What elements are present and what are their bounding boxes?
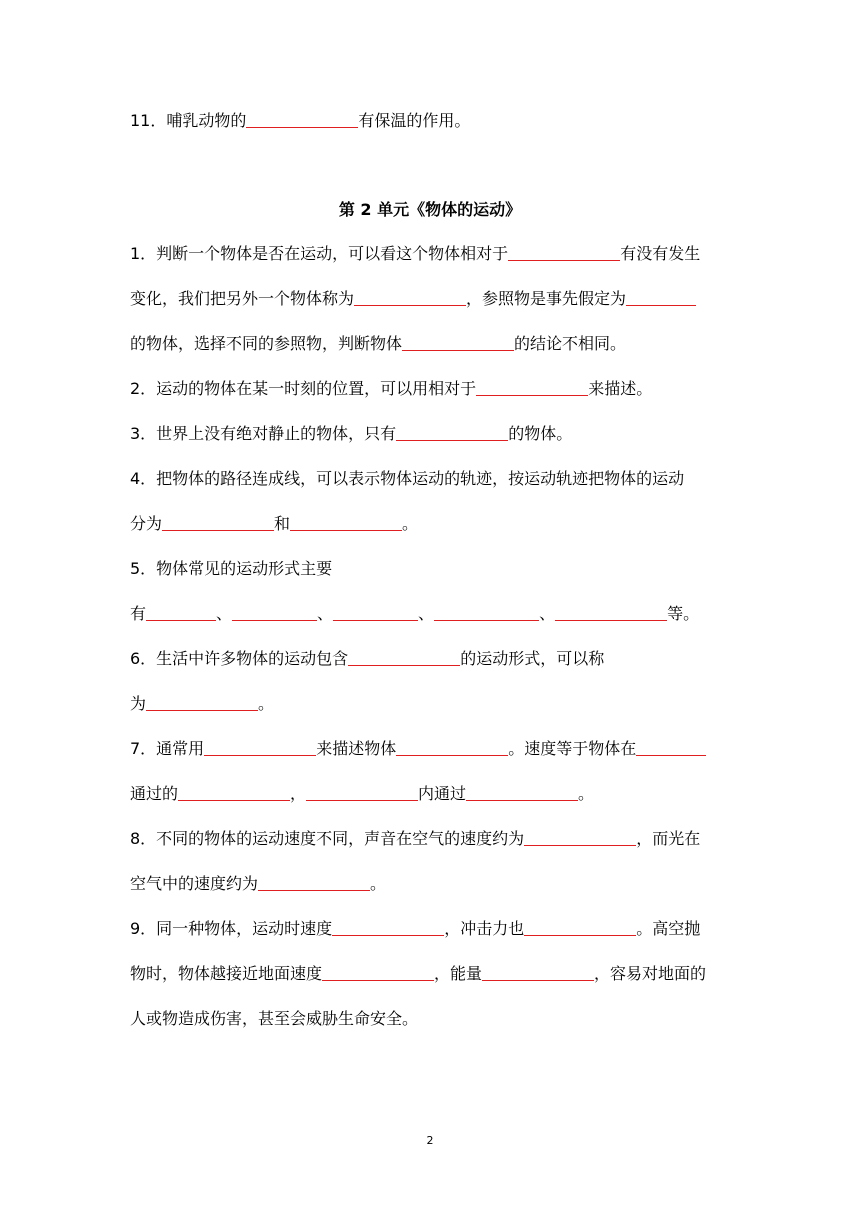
answer-blank[interactable] (524, 829, 636, 846)
answer-blank[interactable] (508, 244, 620, 261)
q7-text-f: 内通过 (418, 784, 467, 803)
q9-text-a: 9．同一种物体，运动时速度 (130, 919, 333, 938)
answer-blank[interactable] (178, 784, 290, 801)
q4-text-b: 分为 (130, 514, 163, 533)
q9-text-f: ，容易对地面的 (594, 964, 707, 983)
q4-text-a: 4．把物体的路径连成线，可以表示物体运动的轨迹，按运动轨迹把物体的运动 (130, 469, 685, 488)
q7-text-d: 通过的 (130, 784, 179, 803)
q9-text-c: 。高空抛 (636, 919, 701, 938)
q8-text-b: ，而光在 (636, 829, 701, 848)
q11-text-a: 11．哺乳动物的 (130, 111, 247, 130)
q6-line-2 (130, 693, 274, 715)
q6-text-c: 为 (130, 694, 147, 713)
q9-text-d: 物时，物体越接近地面速度 (130, 964, 323, 983)
q4-line-2 (130, 513, 418, 535)
answer-blank[interactable] (524, 919, 636, 936)
unit-title: 第 2 单元《物体的运动》 (338, 200, 522, 219)
q2-line (130, 378, 652, 400)
q3-line (130, 423, 572, 445)
q5-line-2 (130, 603, 699, 625)
answer-blank[interactable] (146, 604, 216, 621)
answer-blank[interactable] (348, 649, 460, 666)
q4-text-d: 。 (402, 514, 419, 533)
q1-text-b: 有没有发生 (620, 244, 701, 263)
answer-blank[interactable] (636, 739, 706, 756)
q5-text-c: 等。 (667, 604, 700, 623)
q3-text-a: 3．世界上没有绝对静止的物体，只有 (130, 424, 397, 443)
q6-line-1 (130, 648, 604, 670)
answer-blank[interactable] (232, 604, 317, 621)
q8-line-2 (130, 873, 386, 895)
q7-text-g: 。 (578, 784, 595, 803)
q2-text-a: 2．运动的物体在某一时刻的位置，可以用相对于 (130, 379, 477, 398)
q7-line-2 (130, 783, 594, 805)
q7-text-e: ， (290, 784, 307, 803)
q7-line-1 (130, 738, 706, 760)
separator: 、 (216, 604, 233, 623)
q8-text-c: 空气中的速度约为 (130, 874, 259, 893)
q1-text-e: 的物体，选择不同的参照物，判断物体 (130, 334, 403, 353)
answer-blank[interactable] (322, 964, 434, 981)
q5-line-1 (130, 558, 332, 580)
answer-blank[interactable] (396, 424, 508, 441)
q1-text-d: ，参照物是事先假定为 (466, 289, 627, 308)
answer-blank[interactable] (162, 514, 274, 531)
q9-text-b: ，冲击力也 (444, 919, 525, 938)
q1-text-f: 的结论不相同。 (514, 334, 627, 353)
q1-line-3 (130, 333, 626, 355)
q8-text-a: 8．不同的物体的运动速度不同，声音在空气的速度约为 (130, 829, 525, 848)
answer-blank[interactable] (555, 604, 667, 621)
q7-text-c: 。速度等于物体在 (508, 739, 637, 758)
answer-blank[interactable] (482, 964, 594, 981)
answer-blank[interactable] (290, 514, 402, 531)
q8-line-1 (130, 828, 700, 850)
separator: 、 (317, 604, 334, 623)
q1-line-1 (130, 243, 700, 265)
answer-blank[interactable] (258, 874, 370, 891)
q7-text-b: 来描述物体 (316, 739, 397, 758)
separator: 、 (418, 604, 435, 623)
separator: 、 (539, 604, 556, 623)
answer-blank[interactable] (396, 739, 508, 756)
answer-blank[interactable] (332, 919, 444, 936)
q9-line-1 (130, 918, 700, 940)
q9-line-3 (130, 1008, 418, 1030)
answer-blank[interactable] (306, 784, 418, 801)
q5-text-b: 有 (130, 604, 147, 623)
q9-text-e: ，能量 (434, 964, 483, 983)
answer-blank[interactable] (204, 739, 316, 756)
q9-line-2 (130, 963, 706, 985)
answer-blank[interactable] (626, 289, 696, 306)
q9-text-g: 人或物造成伤害，甚至会威胁生命安全。 (130, 1009, 419, 1028)
answer-blank[interactable] (466, 784, 578, 801)
q4-text-c: 和 (274, 514, 291, 533)
answer-blank[interactable] (402, 334, 514, 351)
q3-text-b: 的物体。 (508, 424, 573, 443)
q2-text-b: 来描述。 (588, 379, 653, 398)
q1-text-c: 变化，我们把另外一个物体称为 (130, 289, 355, 308)
q6-text-b: 的运动形式，可以称 (460, 649, 605, 668)
answer-blank[interactable] (354, 289, 466, 306)
answer-blank[interactable] (434, 604, 539, 621)
answer-blank[interactable] (476, 379, 588, 396)
q4-line-1 (130, 468, 684, 490)
answer-blank[interactable] (246, 111, 358, 128)
q1-line-2 (130, 288, 696, 310)
answer-blank[interactable] (333, 604, 418, 621)
q8-text-d: 。 (370, 874, 387, 893)
q7-text-a: 7．通常用 (130, 739, 205, 758)
q11-line (130, 110, 470, 132)
q5-text-a: 5．物体常见的运动形式主要 (130, 559, 333, 578)
page-number: 2 (426, 1134, 434, 1147)
q6-text-a: 6．生活中许多物体的运动包含 (130, 649, 349, 668)
answer-blank[interactable] (146, 694, 258, 711)
q1-text-a: 1．判断一个物体是否在运动，可以看这个物体相对于 (130, 244, 509, 263)
q11-text-b: 有保温的作用。 (358, 111, 471, 130)
q6-text-d: 。 (258, 694, 275, 713)
